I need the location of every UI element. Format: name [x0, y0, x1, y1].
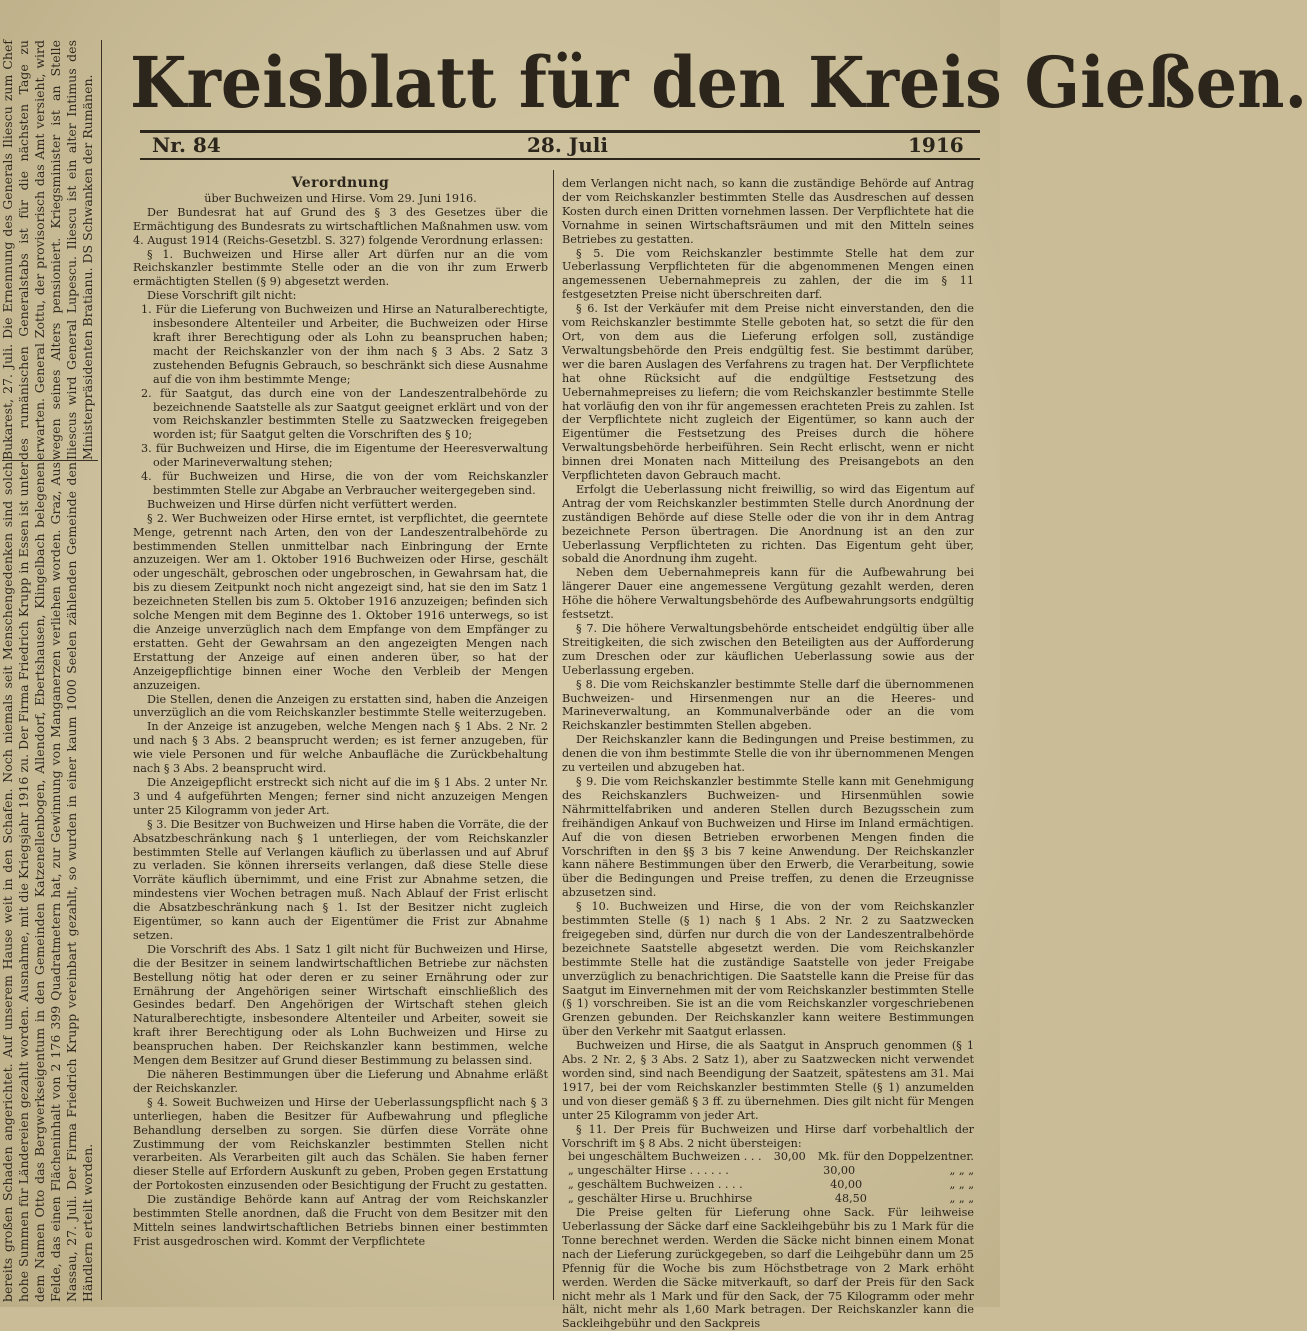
side-column-bottom-text: bereits großen Schaden angerichtet. Auf unserem Hause weit in den Schafen. Noch niemals seit Menschengedenken sind solch hohe Summen für Ländereien gezahlt worden. Ausnahme, mit die Kriegsjahr 1916 zu. Der Firma Friedrich Krupp in Essen ist unter dem Namen Otto das Bergwerkseigentum in den Gemeinden Katzenellenbogen, Allendorf, Ebertshausen, Klingelbach belegenen Felde, das einen Flächeninhalt von 2 176 399 Quadratmetern hat, zur Gewinnung von Manganerzen verliehen worden. Graz, Aus Nassau, 27. Juli. Der Firma Friedrich Krupp vereinbart gezahlt, so wurden in einer kaum 1000 Seelen zählenden Gemeinde den Händlern erteilt worden.: [0, 462, 95, 1302]
price-label: „ ungeschälter Hirse . . . . . .: [568, 1164, 729, 1178]
paragraph: Buchweizen und Hirse, die als Saatgut in Anspruch genommen (§ 1 Abs. 2 Nr. 2, § 3 Abs. 2 Satz 1), aber zu Saatzwecken nicht verwendet worden sind, sind nach Beendigung der Saatzeit, spätestens am 31. Mai 1917, bei der vom Reichskanzler bestimmten Stelle (§ 1) anzumelden und von dieser gemäß § 3 ff. zu übernehmen. Dies gilt nicht für Mengen unter 25 Kilogramm von jeder Art.: [562, 1039, 974, 1122]
price-unit: „ „ „: [949, 1178, 974, 1192]
price-row: [562, 1192, 974, 1206]
paragraph: § 7. Die höhere Verwaltungsbehörde entscheidet endgültig über alle Streitigkeiten, die sich zwischen den Beteiligten aus der Aufforderung zum Dreschen oder zur käuflichen Ueberlassung sowie aus der Ueberlassung ergeben.: [562, 622, 974, 677]
paragraph: § 1. Buchweizen und Hirse aller Art dürfen nur an die vom Reichskanzler bestimmte Stelle oder an die von ihr zum Erwerb ermächtigten Stellen (§ 9) abgesetzt werden.: [133, 247, 548, 289]
price-value: 30,00: [823, 1164, 856, 1178]
price-unit: Mk. für den Doppelzentner.: [817, 1150, 974, 1164]
price-value: 40,00: [830, 1178, 863, 1192]
article-column-right: [562, 177, 974, 1331]
paragraph: § 2. Wer Buchweizen oder Hirse erntet, ist verpflichtet, die geerntete Menge, getrennt nach Arten, den von der Landeszentralbehörde zu bestimmenden Stellen unmittelbar nach Einbringung der Ernte anzuzeigen. Wer am 1. Oktober 1916 Buchweizen oder Hirse, geschält oder ungeschält, gebroschen oder ungebroschen, in Gewahrsam hat, die bis zu diesem Zeitpunkt noch nicht angezeigt sind, hat sie den im Satz 1 bezeichneten Stellen bis zum 5. Oktober 1916 anzuzeigen; befinden sich solche Mengen mit dem Beginne des 1. Oktober 1916 unterwegs, so ist die Anzeige unverzüglich nach dem Empfange von dem Empfänger zu erstatten. Geht der Gewahrsam an den angezeigten Mengen nach Erstattung der Anzeige auf einen anderen über, so hat der Anzeigepflichtige binnen einer Woche den Verbleib der Mengen anzuzeigen.: [133, 511, 548, 692]
list-item: 3. für Buchweizen und Hirse, die im Eigentume der Heeresverwaltung oder Marineverwaltung stehen;: [141, 442, 548, 470]
paragraph: § 11. Der Preis für Buchweizen und Hirse darf vorbehaltlich der Vorschrift im § 8 Abs. 2 nicht übersteigen:: [562, 1122, 974, 1150]
paragraph: § 3. Die Besitzer von Buchweizen und Hirse haben die Vorräte, die der Absatzbeschränkung nach § 1 unterliegen, der vom Reichskanzler bestimmten Stelle auf Verlangen käuflich zu überlassen und auf Abruf zu verladen. Sie können ihrerseits verlangen, daß diese Stelle diese Vorräte käuflich übernimmt, und eine Frist zur Abnahme setzen, die mindestens vier Wochen betragen muß. Nach Ablauf der Frist erlischt die Absatzbeschränkung nach § 1. Ist der Besitzer nicht zugleich Eigentümer, so kann auch der Eigentümer die Frist zur Abnahme setzen.: [133, 817, 548, 942]
price-row: [562, 1178, 974, 1192]
masthead-title: Kreisblatt für den Kreis Gießen.: [130, 41, 1307, 124]
paragraph: Die Vorschrift des Abs. 1 Satz 1 gilt nicht für Buchweizen und Hirse, die der Besitzer in seinem landwirtschaftlichen Betriebe zur nächsten Bestellung nötig hat oder deren er zu seiner Ernährung oder zur Ernährung der Angehörigen seiner Wirtschaft einschließlich des Gesindes bedarf. Den Angehörigen der Wirtschaft stehen gleich Naturalberechtigte, insbesondere Altenteiler und Arbeiter, soweit sie kraft ihrer Berechtigung oder als Lohn Buchweizen und Hirse zu beanspruchen haben. Der Reichskanzler kann bestimmen, welche Mengen dem Besitzer auf Grund dieser Bestimmung zu belassen sind.: [133, 942, 548, 1068]
price-label: bei ungeschältem Buchweizen . . .: [568, 1150, 762, 1164]
paragraph: Der Bundesrat hat auf Grund des § 3 des Gesetzes über die Ermächtigung des Bundesrats zu wirtschaftlichen Maßnahmen usw. vom 4. August 1914 (Reichs-Gesetzbl. S. 327) folgende Verordnung erlassen:: [133, 205, 548, 247]
column-divider-middle: [553, 170, 554, 1300]
paragraph: Die zuständige Behörde kann auf Antrag der vom Reichskanzler bestimmten Stelle anordnen, daß die Frucht von dem Besitzer mit den Mitteln seines landwirtschaftlichen Betriebs binnen einer bestimmten Frist ausgedroschen wird. Kommt der Verpflichtete: [133, 1193, 548, 1248]
price-label: „ geschältem Buchweizen . . . .: [568, 1178, 743, 1192]
side-column-bottom: [0, 462, 98, 1302]
paragraph: Die Stellen, denen die Anzeigen zu erstatten sind, haben die Anzeigen unverzüglich an die vom Reichskanzler bestimmte Stelle weiterzugeben.: [133, 692, 548, 720]
column-divider-left: [101, 40, 102, 1300]
paragraph: § 6. Ist der Verkäufer mit dem Preise nicht einverstanden, den die vom Reichskanzler bestimmte Stelle geboten hat, so setzt die für den Ort, von dem aus die Lieferung erfolgen soll, zuständige Verwaltungsbehörde den Preis endgültig fest. Sie bestimmt darüber, wer die baren Auslagen des Verfahrens zu tragen hat. Der Verpflichtete hat ohne Rücksicht auf die endgültige Festsetzung des Uebernahmepreises zu liefern; die vom Reichskanzler bestimmte Stelle hat vorläufig den von ihr für angemessen erachteten Preis zu zahlen. Ist der Verpflichtete nicht zugleich der Eigentümer, so kann auch der Eigentümer die Festsetzung des Preises durch die höhere Verwaltungsbehörde herbeiführen. Sein Recht erlischt, wenn er nicht binnen drei Monaten nach Mitteilung des Preisangebots an den Verpflichteten davon Gebrauch macht.: [562, 302, 974, 483]
paragraph: § 8. Die vom Reichskanzler bestimmte Stelle darf die übernommenen Buchweizen- und Hirsenmengen nur an die Heeres- und Marineverwaltung, an Kommunalverbände oder an die vom Reichskanzler bestimmten Stellen abgeben.: [562, 677, 974, 733]
paragraph: Erfolgt die Ueberlassung nicht freiwillig, so wird das Eigentum auf Antrag der vom Reichskanzler bestimmten Stelle durch Anordnung der zuständigen Behörde auf diese Stelle oder die von ihr in dem Antrag bezeichnete Person übertragen. Die Anordnung ist an den zur Ueberlassung Verpflichteten zu richten. Das Eigentum geht über, sobald die Anordnung ihm zugeht.: [562, 482, 974, 566]
paragraph: dem Verlangen nicht nach, so kann die zuständige Behörde auf Antrag der vom Reichskanzler bestimmten Stelle das Ausdreschen auf dessen Kosten durch einen Dritten vornehmen lassen. Der Verpflichtete hat die Vornahme in seinen Wirtschaftsräumen und mit den Mitteln seines Betriebes zu gestatten.: [562, 177, 974, 246]
side-column-top: [0, 40, 98, 460]
side-column-divider: [2, 460, 98, 461]
paragraph: § 9. Die vom Reichskanzler bestimmte Stelle kann mit Genehmigung des Reichskanzlers Buchweizen- und Hirsenmühlen sowie Nährmittelfabriken und anderen Stellen durch Bezugsschein zum freihändigen Ankauf von Buchweizen und Hirse im Inland ermächtigen. Auf die von diesen Betrieben erworbenen Mengen finden die Vorschriften in den §§ 3 bis 7 keine Anwendung. Der Reichskanzler kann nähere Bestimmungen über den Erwerb, die Verarbeitung, sowie über die Bedingungen und Preise treffen, zu denen die Erzeugnisse abzusetzen sind.: [562, 774, 974, 900]
issue-year: 1916: [908, 133, 964, 157]
price-unit: „ „ „: [949, 1164, 974, 1178]
paragraph: Die näheren Bestimmungen über die Lieferung und Abnahme erläßt der Reichskanzler.: [133, 1068, 548, 1095]
article-heading: Verordnung: [291, 175, 390, 191]
paragraph: Die Anzeigepflicht erstreckt sich nicht auf die im § 1 Abs. 2 unter Nr. 3 und 4 aufgeführten Mengen; ferner sind nicht anzuzeigen Mengen unter 25 Kilogramm von jeder Art.: [133, 775, 548, 817]
paragraph: Neben dem Uebernahmepreis kann für die Aufbewahrung bei längerer Dauer eine angemessene Vergütung gezahlt werden, deren Höhe die höhere Verwaltungsbehörde des Aufbewahrungsorts endgültig festsetzt.: [562, 566, 974, 622]
issue-number: Nr. 84: [152, 133, 221, 157]
list-item: 1. Für die Lieferung von Buchweizen und Hirse an Naturalberechtigte, insbesondere Altenteiler und Arbeiter, die Buchweizen oder Hirse kraft ihrer Berechtigung oder als Lohn zu beanspruchen haben; macht der Reichskanzler von der ihm nach § 3 Abs. 2 Satz 3 zustehenden Befugnis Gebrauch, so beschränkt sich diese Ausnahme auf die von ihm bestimmte Menge;: [141, 303, 548, 386]
paragraph: § 10. Buchweizen und Hirse, die von der vom Reichskanzler bestimmten Stelle (§ 1) nach § 1 Abs. 2 Nr. 2 zu Saatzwecken freigegeben sind, dürfen nur durch die von der Landeszentralbehörde bezeichnete Saatstelle abgesetzt werden. Die vom Reichskanzler bestimmte Stelle hat die zuständige Saatstelle von jeder Freigabe unverzüglich zu benachrichtigen. Die Saatstelle kann die Preise für das Saatgut im Einvernehmen mit der vom Reichskanzler bestimmten Stelle (§ 1) vorschreiben. Sie ist an die vom Reichskanzler vorgeschriebenen Grenzen gebunden. Der Reichskanzler kann weitere Bestimmungen über den Verkehr mit Saatgut erlassen.: [562, 900, 974, 1039]
price-unit: „ „ „: [949, 1192, 974, 1206]
price-value: 48,50: [834, 1192, 867, 1206]
list-item: 2. für Saatgut, das durch eine von der Landeszentralbehörde zu bezeichnende Saatstelle als zur Saatgut geeignet erklärt und von der vom Reichskanzler bestimmten Stelle zu Saatzwecken freigegeben worden ist; für Saatgut gelten die Vorschriften des § 10;: [141, 386, 548, 442]
list-item: 4. für Buchweizen und Hirse, die von der vom Reichskanzler bestimmten Stelle zur Abgabe an Verbraucher weitergegeben sind.: [141, 470, 548, 497]
paragraph: § 5. Die vom Reichskanzler bestimmte Stelle hat dem zur Ueberlassung Verpflichteten für die abgenommenen Mengen einen angemessenen Uebernahmepreis zu zahlen, der die im § 11 festgesetzten Preise nicht überschreiten darf.: [562, 246, 974, 302]
price-value: 30,00: [773, 1150, 806, 1164]
price-row: [562, 1150, 974, 1164]
price-row: [562, 1164, 974, 1178]
paragraph: Diese Vorschrift gilt nicht:: [147, 289, 297, 303]
paragraph: Die Preise gelten für Lieferung ohne Sack. Für leihweise Ueberlassung der Säcke darf eine Sackleihgebühr bis zu 1 Mark für die Tonne berechnet werden. Werden die Säcke nicht binnen einem Monat nach der Lieferung zurückgegeben, so darf die Leihgebühr dann um 25 Pfennig für die Woche bis zum Höchstbetrage von 2 Mark erhöht werden. Werden die Säcke mitverkauft, so darf der Preis für den Sack nicht mehr als 1 Mark und für den Sack, der 75 Kilogramm oder mehr hält, nicht mehr als 1,60 Mark betragen. Der Reichskanzler kann die Sackleihgebühr und den Sackpreis: [562, 1206, 974, 1331]
price-label: „ geschälter Hirse u. Bruchhirse: [568, 1192, 753, 1206]
paragraph: Der Reichskanzler kann die Bedingungen und Preise bestimmen, zu denen die von ihm bestimmte Stelle die von ihr übernommenen Mengen zu verteilen und abzugeben hat.: [562, 733, 974, 775]
issue-date: 28. Juli: [527, 133, 608, 157]
masthead-rule-bottom: [140, 158, 980, 160]
paragraph: In der Anzeige ist anzugeben, welche Mengen nach § 1 Abs. 2 Nr. 2 und nach § 3 Abs. 2 beansprucht werden; es ist ferner anzugeben, für wie viele Personen und für welche Anbaufläche die Zurückbehaltung nach § 3 Abs. 2 beansprucht wird.: [133, 720, 548, 776]
side-column-top-text: Bukarest, 27. Juli. Die Ernennung des Generals Iliescu zum Chef des rumänischen Generalstabs ist für die nächsten Tage zu erwarten. General Zottu, der provisorisch das Amt versieht, wird wegen seines Alters pensioniert. Kriegsminister ist an Stelle Iliescus wird General Lupescu. Iliescu ist ein alter Intimus des Ministerpräsidenten Bratianu. DS Schwanken der Rumänen.: [0, 40, 95, 460]
paragraph: § 4. Soweit Buchweizen und Hirse der Ueberlassungspflicht nach § 3 unterliegen, haben die Besitzer für Aufbewahrung und pflegliche Behandlung derselben zu sorgen. Sie dürfen diese Vorräte ohne Zustimmung der vom Reichskanzler bestimmten Stellen nicht verarbeiten. Als Verarbeiten gilt auch das Schälen. Sie haben ferner dieser Stelle auf Erfordern Auskunft zu geben, Proben gegen Erstattung der Portokosten einzusenden oder Besichtigung der Frucht zu gestatten.: [133, 1095, 548, 1193]
article-subtitle: über Buchweizen und Hirse. Vom 29. Juni 1916.: [204, 191, 477, 205]
paragraph: Buchweizen und Hirse dürfen nicht verfüttert werden.: [147, 497, 457, 511]
article-column-left: [133, 177, 548, 1302]
